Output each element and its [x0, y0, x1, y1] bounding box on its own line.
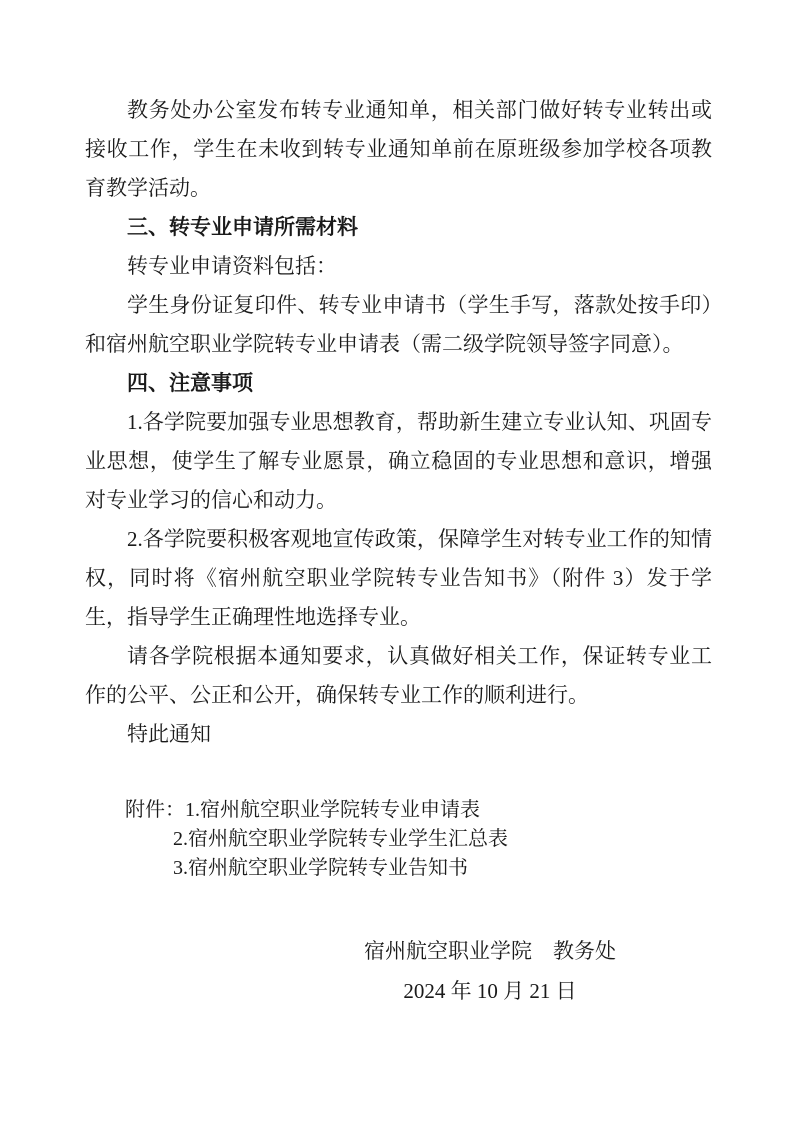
paragraph-note-1: 1.各学院要加强专业思想教育，帮助新生建立专业认知、巩固专业思想，使学生了解专业愿景，确立稳固的专业思想和意识，增强对专业学习的信心和动力。 [85, 410, 712, 512]
signature-date: 2024 年 10 月 21 日 [403, 979, 577, 1003]
signature-org: 宿州航空职业学院 教务处 [364, 939, 616, 963]
paragraph-request: 请各学院根据本通知要求，认真做好相关工作，保证转专业工作的公平、公正和公开，确保转专业工作的顺利进行。 [85, 644, 712, 707]
attachments-block [125, 796, 685, 883]
paragraph-notice-slip: 教务处办公室发布转专业通知单，相关部门做好转专业转出或接收工作，学生在未收到转专业通知单前在原班级参加学校各项教育教学活动。 [85, 98, 712, 200]
signature-block [186, 931, 793, 1011]
attachment-item-3: 3.宿州航空职业学院转专业告知书 [173, 857, 468, 879]
paragraph-hereby-notice: 特此通知 [127, 722, 211, 746]
document-content [85, 91, 712, 754]
section-heading-materials: 三、转专业申请所需材料 [127, 215, 358, 239]
paragraph-materials-intro: 转专业申请资料包括： [127, 254, 337, 278]
attachment-item-2: 2.宿州航空职业学院转专业学生汇总表 [173, 828, 508, 850]
attachment-line-1 [125, 796, 685, 825]
section-heading-notes: 四、注意事项 [127, 371, 253, 395]
paragraph-materials-list: 学生身份证复印件、转专业申请书（学生手写，落款处按手印）和宿州航空职业学院转专业申请表（需二级学院领导签字同意）。 [85, 293, 712, 356]
paragraph-note-2: 2.各学院要积极客观地宣传政策，保障学生对转专业工作的知情权，同时将《宿州航空职业学院转专业告知书》（附件 3）发于学生，指导学生正确理性地选择专业。 [85, 527, 712, 629]
attachments-label: 附件： [125, 799, 185, 821]
attachment-item-1: 1.宿州航空职业学院转专业申请表 [185, 799, 480, 821]
